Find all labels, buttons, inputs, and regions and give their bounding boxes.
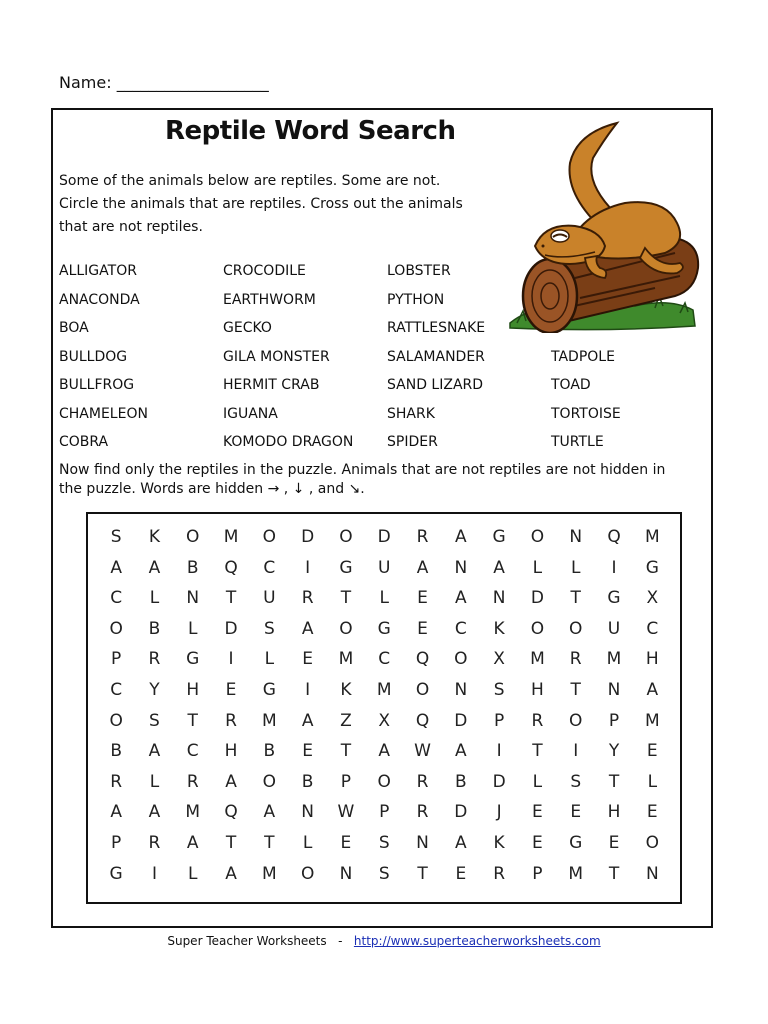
grid-letter[interactable]: D	[454, 710, 468, 731]
grid-letter[interactable]: N	[569, 527, 583, 547]
grid-letter[interactable]: T	[340, 588, 352, 609]
grid-letter[interactable]: P	[111, 649, 122, 670]
grid-letter[interactable]: R	[110, 771, 123, 792]
grid-letter[interactable]: R	[186, 771, 199, 792]
word-item: LOBSTER	[387, 263, 451, 279]
grid-letter[interactable]: A	[455, 588, 467, 609]
grid-letter[interactable]: M	[262, 863, 277, 884]
footer-link[interactable]: http://www.superteacherworksheets.com	[353, 934, 601, 948]
grid-letter[interactable]: L	[264, 649, 275, 670]
grid-letter[interactable]: D	[492, 771, 506, 792]
word-item: GILA MONSTER	[223, 348, 330, 365]
word-item: RATTLESNAKE	[387, 320, 486, 336]
puzzle-instructions	[59, 461, 709, 499]
word-item: BULLFROG	[59, 377, 135, 393]
grid-letter[interactable]: E	[455, 863, 467, 884]
grid-letter[interactable]: U	[607, 618, 621, 639]
grid-letter[interactable]: T	[570, 588, 581, 609]
grid-letter[interactable]: C	[110, 588, 123, 609]
grid-letter[interactable]: A	[455, 832, 467, 853]
instruction-line: Circle the animals that are reptiles. Cross out the animals	[59, 196, 463, 212]
grid-letter[interactable]: B	[110, 741, 122, 762]
grid-letter[interactable]: D	[301, 527, 315, 547]
grid-letter[interactable]: C	[454, 618, 467, 639]
grid-letter[interactable]: R	[416, 527, 429, 547]
grid-letter[interactable]: K	[493, 832, 505, 853]
instructions	[59, 170, 489, 239]
grid-letter[interactable]: S	[378, 832, 390, 853]
word-item: SHARK	[387, 405, 435, 422]
grid-letter[interactable]: M	[568, 863, 584, 884]
word-item: ANACONDA	[59, 291, 140, 308]
grid-letter[interactable]: A	[148, 557, 161, 578]
grid-letter[interactable]: A	[263, 802, 276, 823]
grid-letter[interactable]: A	[416, 557, 429, 578]
grid-letter[interactable]: L	[149, 771, 160, 792]
grid-letter[interactable]: R	[531, 710, 544, 731]
grid-letter[interactable]: B	[186, 557, 199, 578]
grid-letter[interactable]: H	[531, 679, 544, 700]
word-item: ALLIGATOR	[59, 263, 137, 279]
grid-letter[interactable]: A	[455, 741, 467, 762]
grid-letter[interactable]: X	[493, 649, 505, 670]
word-item: EARTHWORM	[223, 291, 316, 308]
grid-letter[interactable]: T	[264, 832, 275, 853]
grid-letter[interactable]: W	[337, 802, 355, 823]
word-item: TORTOISE	[551, 405, 621, 422]
name-field[interactable]	[59, 73, 269, 92]
grid-letter[interactable]: O	[645, 832, 659, 853]
grid-letter[interactable]: R	[301, 588, 314, 609]
grid-letter[interactable]: P	[340, 771, 352, 792]
grid-letter[interactable]: G	[492, 527, 506, 547]
grid-letter[interactable]: I	[305, 679, 311, 700]
grid-letter[interactable]: N	[186, 588, 200, 609]
grid-letter[interactable]: T	[187, 710, 198, 731]
grid-letter[interactable]: A	[378, 741, 391, 762]
grid-letter[interactable]: G	[607, 588, 621, 609]
grid-letter[interactable]: Q	[607, 527, 621, 547]
grid-letter[interactable]: E	[570, 802, 582, 823]
grid-letter[interactable]: I	[305, 557, 311, 578]
word-item: SAND LIZARD	[387, 377, 484, 393]
instruction-line: Now find only the reptiles in the puzzle. Animals that are not reptiles are not hidden in	[59, 462, 666, 478]
grid-letter[interactable]: P	[111, 832, 122, 853]
grid-letter[interactable]: O	[262, 527, 277, 547]
grid-letter[interactable]: T	[532, 741, 543, 762]
grid-letter[interactable]: O	[339, 527, 353, 547]
grid-letter[interactable]: N	[607, 679, 621, 700]
grid-letter[interactable]: M	[644, 527, 660, 547]
grid-letter[interactable]: I	[151, 863, 157, 884]
grid-letter[interactable]: G	[109, 863, 123, 884]
word-item: KOMODO DRAGON	[223, 434, 354, 450]
lizard-on-log-illustration	[505, 118, 705, 333]
grid-letter[interactable]: G	[339, 557, 353, 578]
grid-letter[interactable]: D	[454, 802, 468, 823]
grid-letter[interactable]: L	[188, 863, 198, 884]
grid-letter[interactable]: C	[110, 679, 123, 700]
grid-letter[interactable]: E	[302, 741, 313, 762]
grid-letter[interactable]: O	[109, 710, 123, 731]
grid-letter[interactable]: A	[148, 802, 161, 823]
grid-letter[interactable]: S	[263, 618, 275, 639]
grid-letter[interactable]: G	[262, 679, 276, 700]
grid-letter[interactable]: H	[645, 649, 659, 670]
grid-letter[interactable]: D	[224, 618, 238, 639]
footer-separator: -	[338, 934, 343, 948]
grid-letter[interactable]: P	[608, 710, 620, 731]
instruction-line: Some of the animals below are reptiles. Some are not.	[59, 173, 441, 189]
word-item: PYTHON	[387, 291, 445, 308]
grid-letter[interactable]: W	[414, 741, 431, 762]
footer-brand: Super Teacher Worksheets	[167, 934, 327, 948]
grid-letter[interactable]: N	[301, 802, 314, 823]
grid-letter[interactable]: H	[607, 802, 621, 823]
grid-letter[interactable]: R	[416, 771, 429, 792]
grid-letter[interactable]: T	[225, 588, 237, 609]
grid-letter[interactable]: L	[302, 832, 313, 853]
grid-letter[interactable]: L	[647, 771, 658, 792]
grid-letter[interactable]: A	[110, 557, 122, 578]
grid-letter[interactable]: O	[454, 649, 468, 670]
word-item: BOA	[59, 320, 89, 336]
grid-letter[interactable]: H	[186, 679, 200, 700]
grid-letter[interactable]: N	[416, 832, 429, 853]
grid-letter[interactable]: E	[225, 679, 237, 700]
grid-letter[interactable]: L	[532, 771, 543, 792]
grid-letter[interactable]: A	[455, 527, 467, 547]
grid-letter[interactable]: B	[148, 618, 161, 639]
grid-letter[interactable]: S	[378, 863, 390, 884]
grid-letter[interactable]: H	[224, 741, 238, 762]
word-list-column-2	[223, 257, 353, 457]
grid-letter[interactable]: E	[646, 741, 658, 762]
grid-letter[interactable]: L	[570, 557, 581, 578]
grid-letter[interactable]: O	[415, 679, 430, 700]
grid-letter[interactable]: M	[338, 649, 354, 670]
grid-letter[interactable]: C	[646, 618, 659, 639]
grid-letter[interactable]: A	[301, 618, 314, 639]
worksheet-title: Reptile Word Search	[165, 116, 456, 146]
grid-letter[interactable]: D	[530, 588, 544, 609]
grid-letter[interactable]: O	[339, 618, 353, 639]
grid-letter[interactable]: U	[378, 557, 391, 578]
word-item: GECKO	[223, 320, 272, 336]
grid-letter[interactable]: K	[148, 527, 161, 547]
grid-letter[interactable]: T	[608, 771, 620, 792]
grid-letter[interactable]: R	[569, 649, 582, 670]
grid-letter[interactable]: T	[417, 863, 428, 884]
grid-letter[interactable]: G	[569, 832, 583, 853]
grid-letter[interactable]: A	[493, 557, 505, 578]
grid-letter[interactable]: N	[454, 557, 468, 578]
grid-letter[interactable]: O	[300, 863, 315, 884]
grid-letter[interactable]: E	[417, 588, 428, 609]
grid-letter[interactable]: S	[570, 771, 582, 792]
grid-letter[interactable]: P	[379, 802, 390, 823]
grid-letter[interactable]: S	[149, 710, 160, 731]
grid-letter[interactable]: O	[377, 771, 391, 792]
grid-letter[interactable]: Q	[224, 557, 238, 578]
grid-letter[interactable]: Q	[415, 649, 430, 670]
grid-letter[interactable]: R	[225, 710, 237, 731]
grid-letter[interactable]: M	[606, 649, 622, 670]
word-item: BULLDOG	[59, 348, 128, 365]
grid-letter[interactable]: M	[223, 527, 239, 547]
grid-letter[interactable]: B	[263, 741, 276, 762]
grid-letter[interactable]: Q	[224, 802, 238, 823]
grid-letter[interactable]: D	[377, 527, 391, 547]
name-label: Name:	[59, 73, 112, 92]
grid-letter[interactable]: B	[454, 771, 467, 792]
word-list-column-3	[387, 257, 485, 457]
grid-letter[interactable]: U	[263, 588, 276, 609]
grid-letter[interactable]: O	[569, 618, 583, 639]
grid-letter[interactable]: T	[608, 863, 620, 884]
grid-letter[interactable]: O	[109, 618, 123, 639]
grid-letter[interactable]: A	[110, 802, 122, 823]
grid-letter[interactable]: C	[263, 557, 276, 578]
grid-letter[interactable]: R	[148, 832, 161, 853]
grid-letter[interactable]: J	[496, 802, 502, 823]
grid-letter[interactable]: K	[493, 618, 505, 639]
grid-letter[interactable]: B	[301, 771, 314, 792]
grid-letter[interactable]: M	[530, 649, 545, 670]
grid-letter[interactable]: K	[340, 679, 352, 700]
grid-letter[interactable]: X	[646, 588, 659, 609]
instruction-line: the puzzle. Words are hidden → , ↓ , and ↘.	[59, 481, 365, 497]
grid-letter[interactable]: E	[608, 832, 620, 853]
grid-letter[interactable]: S	[493, 679, 505, 700]
word-item: CHAMELEON	[59, 405, 148, 422]
grid-letter[interactable]: E	[340, 832, 352, 853]
grid-letter[interactable]: A	[225, 771, 237, 792]
grid-letter[interactable]: P	[493, 710, 505, 731]
grid-letter[interactable]: I	[496, 741, 502, 762]
word-item: HERMIT CRAB	[223, 377, 320, 393]
grid-letter[interactable]: A	[225, 863, 237, 884]
grid-letter[interactable]: M	[644, 710, 660, 731]
instruction-line: that are not reptiles.	[59, 219, 203, 235]
grid-letter[interactable]: L	[379, 588, 389, 609]
grid-letter[interactable]: Y	[608, 741, 620, 762]
grid-letter[interactable]: C	[186, 741, 199, 762]
grid-letter[interactable]: I	[611, 557, 617, 578]
grid-letter[interactable]: R	[148, 649, 161, 670]
word-item: IGUANA	[223, 405, 278, 422]
grid-letter[interactable]: A	[186, 832, 199, 853]
grid-letter[interactable]: N	[339, 863, 353, 884]
grid-letter[interactable]: E	[302, 649, 313, 670]
word-search-grid	[97, 522, 671, 889]
word-item: COBRA	[59, 434, 109, 450]
grid-letter[interactable]: R	[416, 802, 429, 823]
word-item: TURTLE	[551, 434, 604, 450]
grid-letter[interactable]: N	[492, 588, 506, 609]
grid-letter[interactable]: Y	[149, 679, 160, 700]
grid-letter[interactable]: L	[149, 588, 160, 609]
grid-letter[interactable]: T	[340, 741, 352, 762]
grid-letter[interactable]: M	[185, 802, 201, 823]
grid-letter[interactable]: T	[570, 679, 581, 700]
word-list-column-1	[59, 257, 148, 457]
word-item: TADPOLE	[551, 348, 615, 365]
footer	[0, 934, 768, 948]
word-item: CROCODILE	[223, 263, 306, 279]
grid-letter[interactable]: X	[378, 710, 391, 731]
grid-letter[interactable]: Q	[415, 710, 430, 731]
word-item: SPIDER	[387, 434, 438, 450]
grid-letter[interactable]: I	[573, 741, 579, 762]
grid-letter[interactable]: L	[532, 557, 543, 578]
grid-letter[interactable]: G	[377, 618, 391, 639]
grid-letter[interactable]: A	[646, 679, 659, 700]
grid-letter[interactable]: A	[301, 710, 314, 731]
grid-letter[interactable]: A	[148, 741, 161, 762]
word-list-column-4	[551, 343, 621, 457]
grid-letter[interactable]: Z	[340, 710, 352, 731]
grid-letter[interactable]: E	[532, 832, 543, 853]
grid-letter[interactable]: E	[646, 802, 658, 823]
grid-letter[interactable]: O	[530, 527, 545, 547]
grid-letter[interactable]: I	[228, 649, 234, 670]
grid-letter[interactable]: M	[262, 710, 277, 731]
grid-letter[interactable]: T	[225, 832, 237, 853]
grid-letter[interactable]: O	[569, 710, 583, 731]
grid-letter[interactable]: O	[186, 527, 200, 547]
grid-letter[interactable]: G	[186, 649, 200, 670]
word-item: SALAMANDER	[387, 348, 485, 365]
grid-letter[interactable]: S	[110, 527, 122, 547]
grid-letter[interactable]: G	[645, 557, 659, 578]
grid-letter[interactable]: L	[188, 618, 198, 639]
grid-letter[interactable]: M	[376, 679, 392, 700]
name-blank[interactable]: ___________________	[116, 73, 269, 92]
grid-letter[interactable]: O	[262, 771, 277, 792]
grid-letter[interactable]: N	[645, 863, 659, 884]
grid-letter[interactable]: O	[530, 618, 545, 639]
grid-letter[interactable]: R	[493, 863, 506, 884]
grid-letter[interactable]: E	[417, 618, 428, 639]
word-item: TOAD	[551, 377, 591, 393]
grid-letter[interactable]: C	[378, 649, 391, 670]
grid-letter[interactable]: N	[454, 679, 468, 700]
grid-letter[interactable]: E	[532, 802, 543, 823]
grid-letter[interactable]: P	[532, 863, 543, 884]
